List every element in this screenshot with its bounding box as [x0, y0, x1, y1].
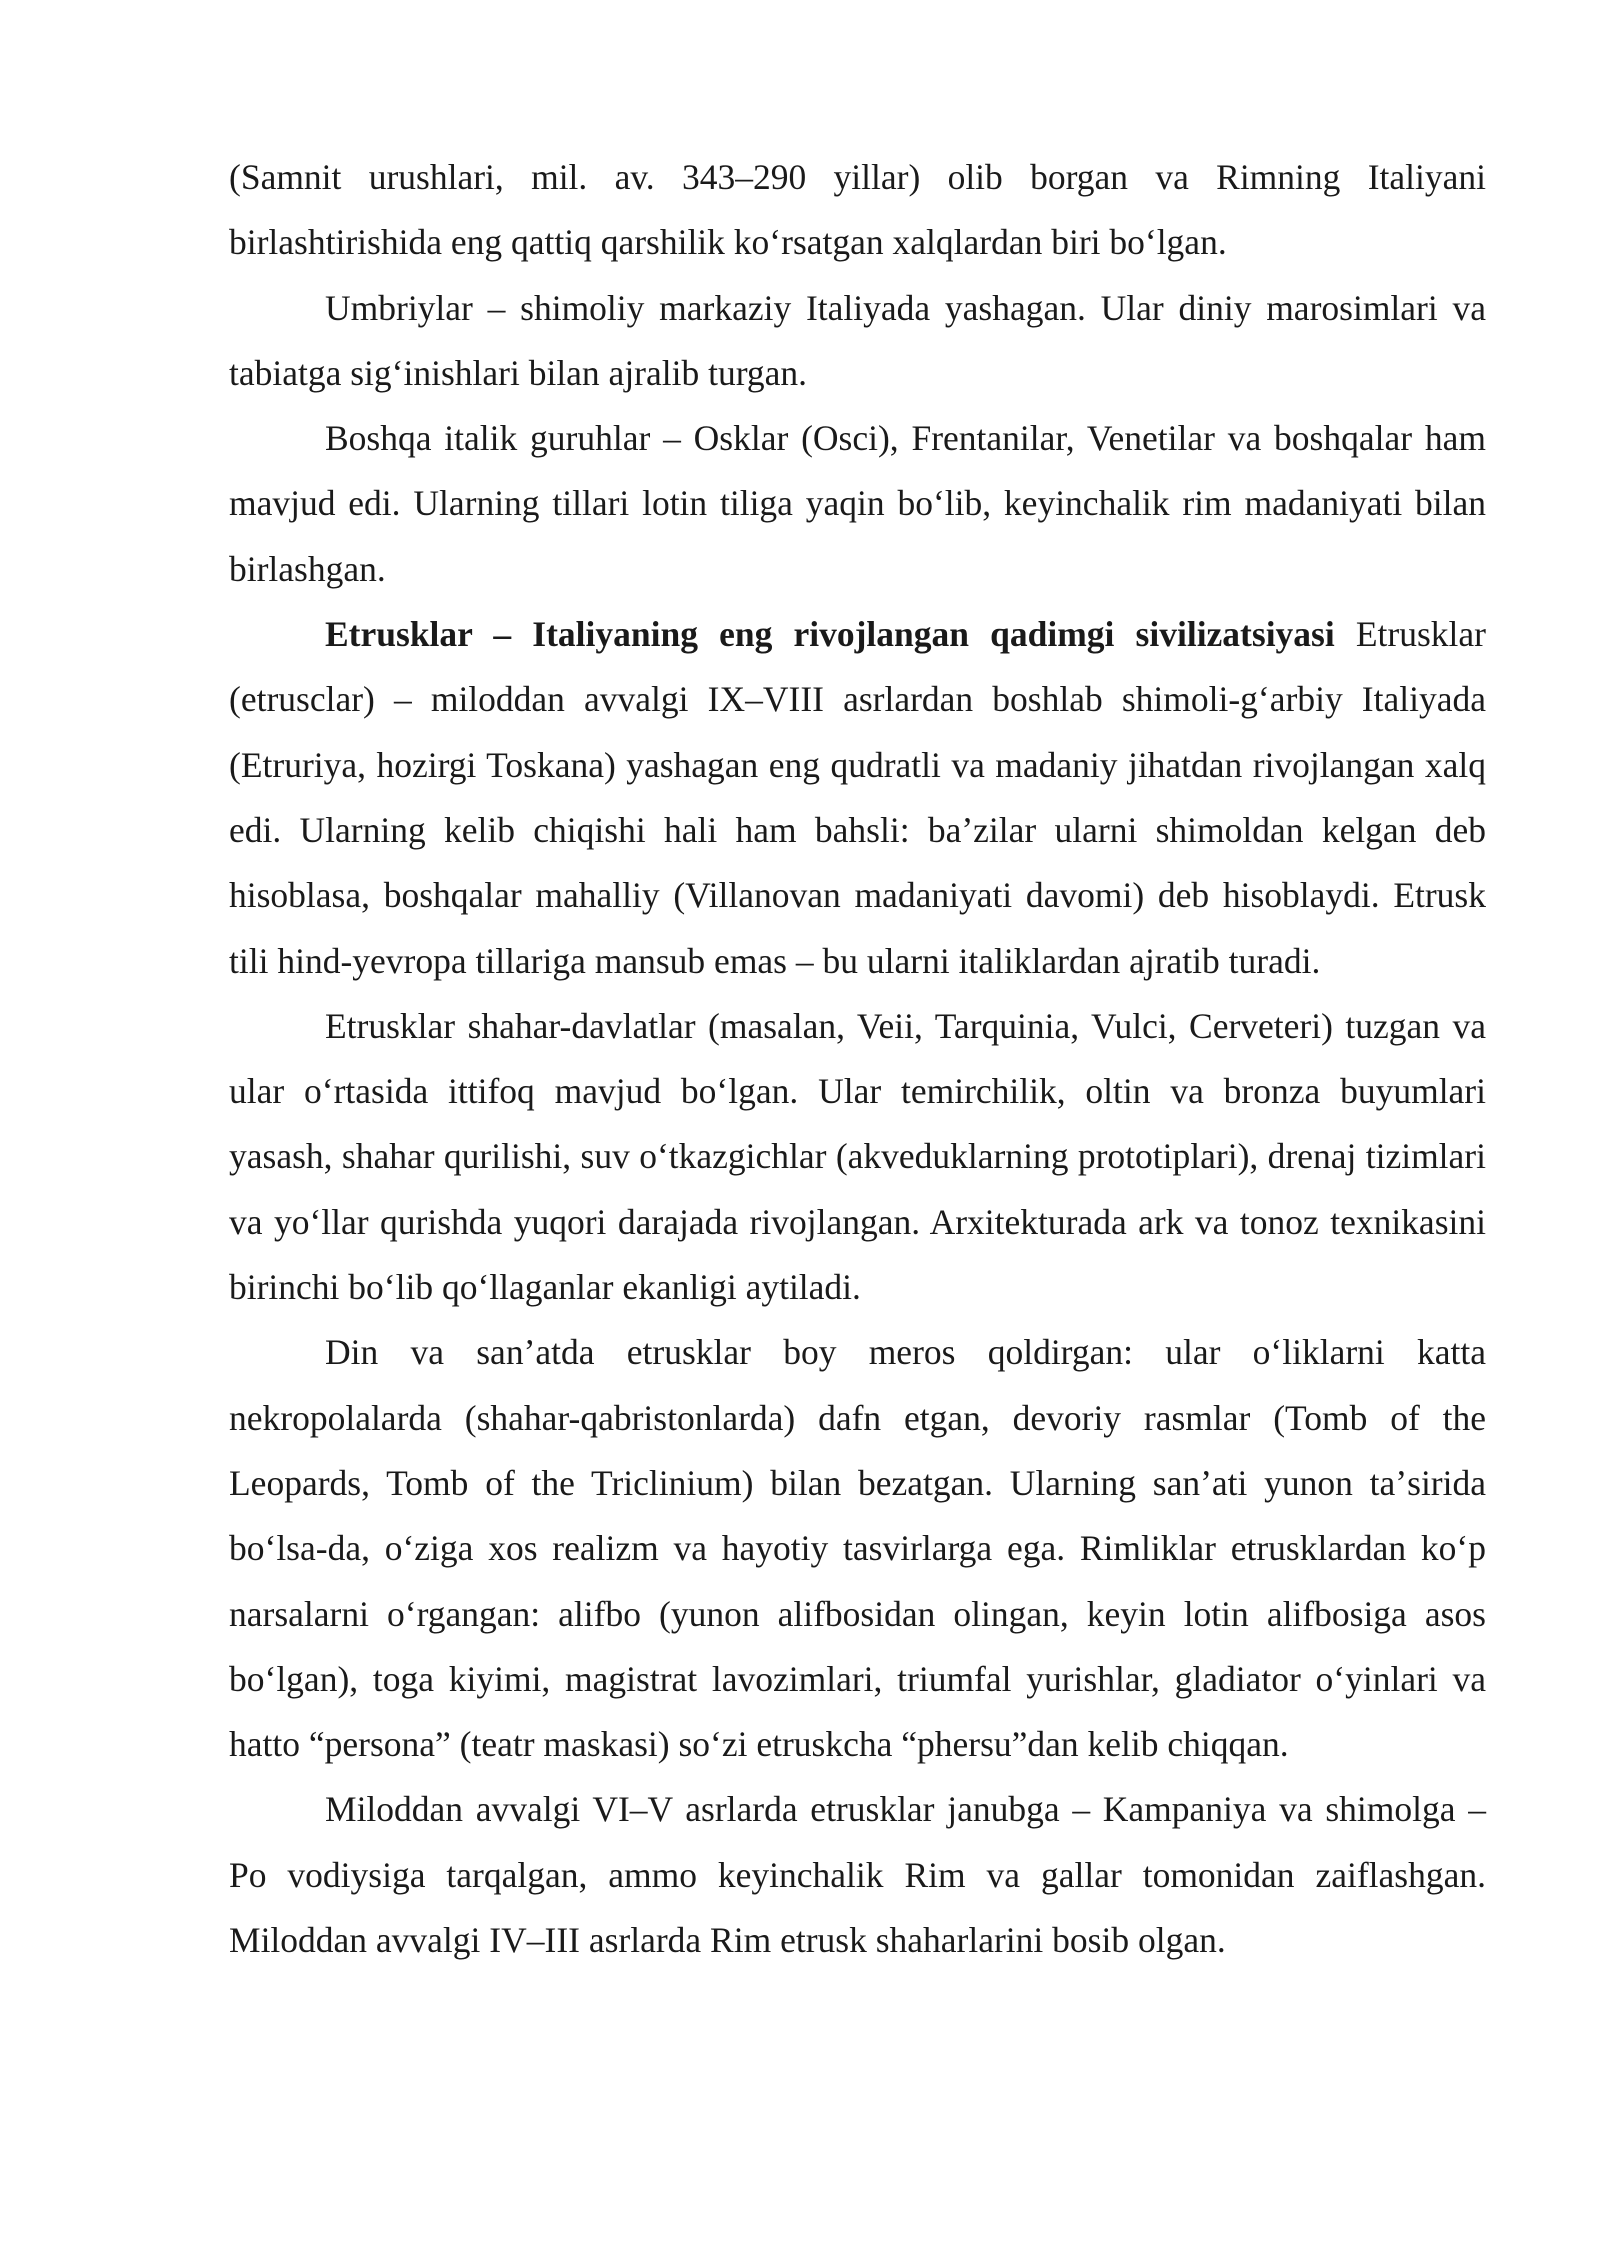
- paragraph-text: (Samnit urushlari, mil. av. 343–290 yillar) olib borgan va Rimning Italiyani birlashtirishida eng qattiq qarshilik koʻrsatgan xalqlardan biri boʻlgan.: [229, 157, 1486, 263]
- paragraph-text: Umbriylar – shimoliy markaziy Italiyada yashagan. Ular diniy marosimlari va tabiatga sigʻinishlari bilan ajralib turgan.: [229, 287, 1486, 393]
- paragraph-etruscan-expansion-decline: [229, 1777, 1486, 1973]
- paragraph-samnites-continued: [229, 145, 1486, 276]
- document-body: [229, 145, 1486, 1973]
- paragraph-text: Boshqa italik guruhlar – Osklar (Osci), Frentanilar, Venetilar va boshqalar ham mavjud edi. Ularning tillari lotin tiliga yaqin boʻlib, keyinchalik rim madaniyati bilan birlashgan.: [229, 418, 1486, 589]
- paragraph-umbrians: [229, 276, 1486, 407]
- paragraph-text: Miloddan avvalgi VI–V asrlarda etrusklar janubga – Kampaniya va shimolga – Po vodiysiga tarqalgan, ammo keyinchalik Rim va gallar tomonidan zaiflashgan. Miloddan avvalgi IV–III asrlarda Rim etrusk shaharlarini bosib olgan.: [229, 1789, 1486, 1961]
- paragraph-text: Etrusklar (etrusclar) – miloddan avvalgi IX–VIII asrlardan boshlab shimoli-gʻarbiy Italiyada (Etruriya, hozirgi Toskana) yashagan eng qudratli va madaniy jihatdan rivojlangan xalq edi. Ularning kelib chiqishi hali ham bahsli: baʼzilar ularni shimoldan kelgan deb hisoblasa, boshqalar mahalliy (Villanovan madaniyati davomi) deb hisoblaydi. Etrusk tili hind-yevropa tillariga mansub emas – bu ularni italiklardan ajratib turadi.: [229, 614, 1486, 981]
- paragraph-other-italic-groups: [229, 406, 1486, 602]
- section-heading: Etrusklar – Italiyaning eng rivojlangan qadimgi sivilizatsiyasi: [325, 614, 1335, 655]
- paragraph-etruscans-intro: [229, 602, 1486, 994]
- paragraph-etruscan-religion-art: [229, 1320, 1486, 1777]
- paragraph-text: Din va sanʼatda etrusklar boy meros qoldirgan: ular oʻliklarni katta nekropolalarda (shahar-qabristonlarda) dafn etgan, devoriy rasmlar (Tomb of the Leopards, Tomb of the Triclinium) bilan bezatgan. Ularning sanʼati yunon taʼsirida boʻlsa-da, oʻziga xos realizm va hayotiy tasvirlarga ega. Rimliklar etrusklardan koʻp narsalarni oʻrgangan: alifbo (yunon alifbosidan olingan, keyin lotin alifbosiga asos boʻlgan), toga kiyimi, magistrat lavozimlari, triumfal yurishlar, gladiator oʻyinlari va hatto “persona” (teatr maskasi) soʻzi etruskcha “phersu”dan kelib chiqqan.: [229, 1332, 1486, 1765]
- paragraph-etruscan-city-states: [229, 994, 1486, 1320]
- paragraph-text: Etrusklar shahar-davlatlar (masalan, Veii, Tarquinia, Vulci, Cerveteri) tuzgan va ular oʻrtasida ittifoq mavjud boʻlgan. Ular temirchilik, oltin va bronza buyumlari yasash, shahar qurilishi, suv oʻtkazgichlar (akveduklarning prototiplari), drenaj tizimlari va yoʻllar qurishda yuqori darajada rivojlangan. Arxitekturada ark va tonoz texnikasini birinchi boʻlib qoʻllaganlar ekanligi aytiladi.: [229, 1005, 1486, 1308]
